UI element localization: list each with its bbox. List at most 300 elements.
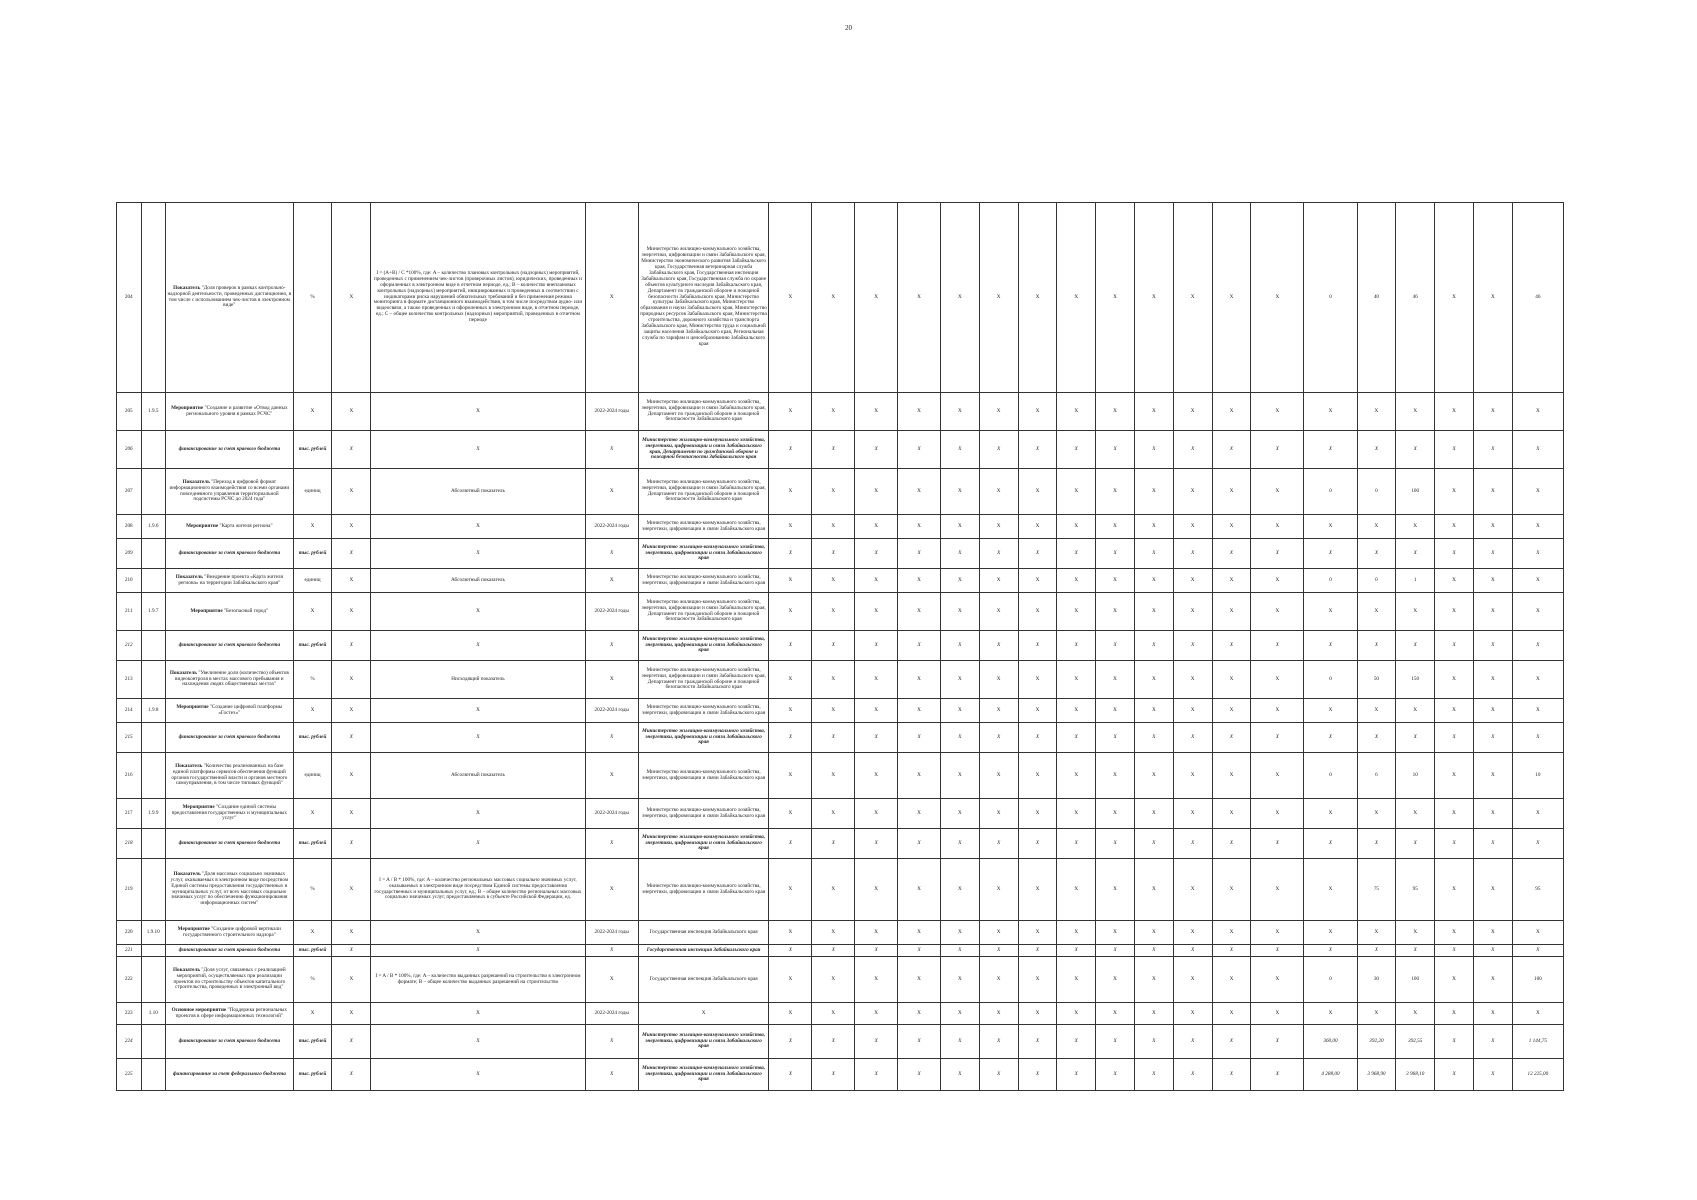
value-cell: 3 968,90 bbox=[1357, 1059, 1396, 1091]
unit-cell: X bbox=[293, 1003, 332, 1025]
row-kind-label: Показатель bbox=[175, 573, 203, 580]
value-cell: X bbox=[1357, 723, 1396, 753]
row-kind-label: финансирование за счет федерального бюджета bbox=[172, 1070, 286, 1077]
value-cell: X bbox=[1096, 539, 1135, 569]
value-cell: X bbox=[1096, 799, 1135, 829]
responsible-cell: Министерство жилищно-коммунального хозяйства, энергетики, цифровизации и связи Забайкальского края, Министерство экономического развития Забайкальского края, Государственная ветеринарная служба Забайкальского края, Государственная инспекция Забайкальского края, Государственная служба по охране объектов культурного наследия Забайкальского края, Департамент по гражданской обороне и пожарной безопасности Забайкальского края, Министерство культуры Забайкальского края, Министерство образования и науки Забайкальского края, Министерство природных ресурсов Забайкальского края, Министерство строительства, дорожного хозяйства и транспорта Забайкальского края, Министерство труда и социальной защиты населения Забайкальского края, Региональная служба по тарифам и ценообразованию Забайкальского края bbox=[638, 203, 769, 393]
value-cell: X bbox=[1473, 799, 1512, 829]
value-cell: X bbox=[1173, 753, 1212, 799]
value-cell: 0 bbox=[1304, 957, 1357, 1003]
value-cell: 360,00 bbox=[1304, 1025, 1357, 1059]
value-cell: 46 bbox=[1396, 203, 1435, 393]
value-cell: X bbox=[1173, 829, 1212, 859]
unit-cell: тыс. рублей bbox=[293, 723, 332, 753]
value-cell: X bbox=[1096, 515, 1135, 539]
table-row bbox=[117, 921, 1564, 945]
row-name-cell bbox=[166, 539, 294, 569]
value-cell: X bbox=[940, 799, 979, 829]
value-cell: X bbox=[898, 753, 941, 799]
value-cell: X bbox=[1096, 957, 1135, 1003]
value-cell: X bbox=[1212, 957, 1251, 1003]
value-cell: X bbox=[1512, 699, 1563, 723]
value-cell: X bbox=[1096, 1003, 1135, 1025]
value-cell: X bbox=[979, 1003, 1018, 1025]
value-cell: X bbox=[1512, 539, 1563, 569]
value-cell: 392,20 bbox=[1357, 1025, 1396, 1059]
row-name-cell bbox=[166, 203, 294, 393]
period-cell: 2022-2024 годы bbox=[585, 699, 638, 723]
value-cell: X bbox=[812, 1059, 855, 1091]
value-cell: X bbox=[1435, 569, 1474, 593]
value-cell: X bbox=[1435, 1003, 1474, 1025]
value-cell: X bbox=[1357, 829, 1396, 859]
value-cell: X bbox=[769, 631, 812, 661]
value-cell: X bbox=[1096, 921, 1135, 945]
row-name-text: "Увеличение доли (количество) объектов видеоконтроля в местах массового пребывания и нахождения людях общественных местах" bbox=[175, 669, 289, 688]
value-cell: 40 bbox=[1357, 203, 1396, 393]
value-cell: X bbox=[979, 569, 1018, 593]
value-cell: X bbox=[769, 921, 812, 945]
method-cell: X bbox=[371, 593, 585, 631]
method-cell: X bbox=[371, 699, 585, 723]
value-cell: X bbox=[1096, 859, 1135, 921]
value-cell: X bbox=[1057, 539, 1096, 569]
value-cell: X bbox=[1357, 515, 1396, 539]
value-cell: X bbox=[1173, 799, 1212, 829]
row-code-cell: 1.9.5 bbox=[141, 393, 166, 431]
value-cell: X bbox=[855, 799, 898, 829]
row-kind-label: Показатель bbox=[173, 870, 201, 877]
method-cell: X bbox=[371, 539, 585, 569]
value-cell: X bbox=[1512, 515, 1563, 539]
page-number: 20 bbox=[845, 24, 852, 32]
value-cell: X bbox=[940, 1003, 979, 1025]
value-cell: X bbox=[1251, 799, 1304, 829]
value-cell: X bbox=[1512, 393, 1563, 431]
value-cell: 95 bbox=[1396, 859, 1435, 921]
value-cell: X bbox=[1212, 539, 1251, 569]
value-cell: X bbox=[1473, 1003, 1512, 1025]
value-cell: X bbox=[898, 393, 941, 431]
table-row bbox=[117, 593, 1564, 631]
unit-cell: тыс. рублей bbox=[293, 945, 332, 957]
period-cell: X bbox=[585, 945, 638, 957]
unit-cell: единиц bbox=[293, 753, 332, 799]
value-cell: X bbox=[898, 921, 941, 945]
value-cell: X bbox=[1251, 699, 1304, 723]
row-name-cell bbox=[166, 393, 294, 431]
value-cell: X bbox=[940, 469, 979, 515]
value-cell: X bbox=[940, 593, 979, 631]
value-cell: X bbox=[1096, 661, 1135, 699]
value-cell: X bbox=[1212, 1003, 1251, 1025]
row-name-cell bbox=[166, 859, 294, 921]
row-number-cell: 211 bbox=[117, 593, 142, 631]
unit-cell: единиц bbox=[293, 569, 332, 593]
responsible-cell: Министерство жилищно-коммунального хозяйства, энергетики, цифровизации и связи Забайкальского края, Департамент по гражданской обороне и пожарной безопасности Забайкальского края bbox=[638, 393, 769, 431]
value-cell: X bbox=[855, 469, 898, 515]
row-kind-label: финансирование за счет краевого бюджета bbox=[178, 549, 281, 556]
row-kind-label: финансирование за счет краевого бюджета bbox=[178, 946, 281, 953]
row-kind-label: финансирование за счет краевого бюджета bbox=[178, 839, 281, 846]
value-cell: X bbox=[979, 921, 1018, 945]
value-cell: X bbox=[1018, 859, 1057, 921]
row-name-text: "Внедрение проекта «Карта жителя региона» на территории Забайкальского края" bbox=[178, 573, 283, 586]
row-name-cell bbox=[166, 631, 294, 661]
responsible-cell: Министерство жилищно-коммунального хозяйства, энергетики, цифровизации и связи Забайкальского края bbox=[638, 799, 769, 829]
value-cell: 30 bbox=[1357, 957, 1396, 1003]
value-cell: X bbox=[940, 921, 979, 945]
value-cell: X bbox=[979, 1059, 1018, 1091]
row-name-cell bbox=[166, 921, 294, 945]
value-cell: X bbox=[898, 699, 941, 723]
row-kind-label: Показатель bbox=[175, 762, 203, 769]
row-number-cell: 215 bbox=[117, 723, 142, 753]
value-cell: X bbox=[1396, 539, 1435, 569]
row-kind-label: Мероприятие bbox=[171, 404, 204, 411]
value-cell: X bbox=[1435, 593, 1474, 631]
row-number-cell: 220 bbox=[117, 921, 142, 945]
row-name-text: "Карта жителя региона" bbox=[219, 522, 273, 529]
base-cell: X bbox=[332, 921, 371, 945]
value-cell: X bbox=[812, 569, 855, 593]
value-cell: X bbox=[1018, 723, 1057, 753]
table-row bbox=[117, 799, 1564, 829]
value-cell: X bbox=[940, 539, 979, 569]
row-number-cell: 217 bbox=[117, 799, 142, 829]
row-name-cell bbox=[166, 945, 294, 957]
value-cell: X bbox=[1134, 859, 1173, 921]
value-cell: X bbox=[898, 1003, 941, 1025]
value-cell: X bbox=[855, 829, 898, 859]
value-cell: X bbox=[940, 1025, 979, 1059]
row-kind-label: финансирование за счет краевого бюджета bbox=[178, 733, 281, 740]
base-cell: X bbox=[332, 593, 371, 631]
value-cell: X bbox=[1173, 539, 1212, 569]
row-name-text: "Переход в цифровой формат информационного взаимодействия со всеми органами повседневного управления территориальной подсистемы РСЧС до 2024 года" bbox=[169, 478, 290, 503]
value-cell: X bbox=[812, 753, 855, 799]
value-cell: X bbox=[898, 723, 941, 753]
method-cell: Абсолютный показатель bbox=[371, 569, 585, 593]
value-cell: X bbox=[1512, 921, 1563, 945]
value-cell: X bbox=[1251, 723, 1304, 753]
value-cell: X bbox=[1251, 469, 1304, 515]
value-cell: X bbox=[769, 859, 812, 921]
value-cell: X bbox=[1304, 1003, 1357, 1025]
base-cell: X bbox=[332, 631, 371, 661]
value-cell: X bbox=[979, 723, 1018, 753]
value-cell: X bbox=[1057, 431, 1096, 469]
responsible-cell: Министерство жилищно-коммунального хозяйства, энергетики, цифровизации и связи Забайкальского края bbox=[638, 569, 769, 593]
value-cell: X bbox=[1357, 921, 1396, 945]
method-cell: X bbox=[371, 829, 585, 859]
value-cell: X bbox=[855, 631, 898, 661]
value-cell: X bbox=[1134, 539, 1173, 569]
base-cell: X bbox=[332, 515, 371, 539]
value-cell: X bbox=[769, 569, 812, 593]
value-cell: X bbox=[1018, 593, 1057, 631]
value-cell: X bbox=[1173, 431, 1212, 469]
row-name-cell bbox=[166, 515, 294, 539]
value-cell: X bbox=[1057, 753, 1096, 799]
value-cell: X bbox=[812, 515, 855, 539]
base-cell: X bbox=[332, 957, 371, 1003]
value-cell: X bbox=[1435, 1059, 1474, 1091]
value-cell: 1 bbox=[1396, 569, 1435, 593]
value-cell: X bbox=[1057, 829, 1096, 859]
value-cell: X bbox=[855, 859, 898, 921]
row-code-cell: 1.9.9 bbox=[141, 799, 166, 829]
value-cell: X bbox=[979, 699, 1018, 723]
value-cell: X bbox=[1473, 593, 1512, 631]
method-cell: X bbox=[371, 799, 585, 829]
value-cell: X bbox=[1473, 569, 1512, 593]
value-cell: X bbox=[1096, 1059, 1135, 1091]
value-cell: X bbox=[1057, 469, 1096, 515]
row-number-cell: 205 bbox=[117, 393, 142, 431]
value-cell: X bbox=[1096, 469, 1135, 515]
value-cell: X bbox=[1212, 859, 1251, 921]
value-cell: X bbox=[940, 569, 979, 593]
row-kind-label: Мероприятие bbox=[182, 803, 215, 810]
value-cell: X bbox=[940, 431, 979, 469]
value-cell: 100 bbox=[1512, 957, 1563, 1003]
value-cell: 150 bbox=[1396, 661, 1435, 699]
value-cell: X bbox=[1473, 829, 1512, 859]
value-cell: X bbox=[855, 921, 898, 945]
responsible-cell: X bbox=[638, 1003, 769, 1025]
value-cell: X bbox=[940, 631, 979, 661]
period-cell: X bbox=[585, 469, 638, 515]
row-number-cell: 212 bbox=[117, 631, 142, 661]
value-cell: X bbox=[1057, 569, 1096, 593]
value-cell: X bbox=[940, 829, 979, 859]
method-cell: X bbox=[371, 515, 585, 539]
value-cell: X bbox=[1512, 723, 1563, 753]
value-cell: X bbox=[812, 723, 855, 753]
value-cell: X bbox=[1512, 431, 1563, 469]
table-row bbox=[117, 661, 1564, 699]
table-row bbox=[117, 859, 1564, 921]
base-cell: X bbox=[332, 393, 371, 431]
row-code-cell bbox=[141, 1059, 166, 1091]
value-cell: X bbox=[1134, 723, 1173, 753]
value-cell: X bbox=[1473, 661, 1512, 699]
row-kind-label: Мероприятие bbox=[176, 703, 209, 710]
value-cell: X bbox=[1357, 431, 1396, 469]
value-cell: X bbox=[1212, 799, 1251, 829]
value-cell: X bbox=[855, 957, 898, 1003]
base-cell: X bbox=[332, 1059, 371, 1091]
value-cell: X bbox=[1473, 1025, 1512, 1059]
value-cell: X bbox=[1396, 799, 1435, 829]
value-cell: X bbox=[1057, 1059, 1096, 1091]
unit-cell: X bbox=[293, 515, 332, 539]
base-cell: X bbox=[332, 945, 371, 957]
value-cell: X bbox=[1435, 539, 1474, 569]
value-cell: X bbox=[1134, 921, 1173, 945]
responsible-cell: Министерство жилищно-коммунального хозяйства, энергетики, цифровизации и связи Забайкальского края bbox=[638, 631, 769, 661]
responsible-cell: Министерство жилищно-коммунального хозяйства, энергетики, цифровизации и связи Забайкальского края bbox=[638, 699, 769, 723]
value-cell: X bbox=[812, 661, 855, 699]
value-cell: 4 288,00 bbox=[1304, 1059, 1357, 1091]
value-cell: X bbox=[1018, 753, 1057, 799]
value-cell: X bbox=[812, 829, 855, 859]
period-cell: X bbox=[585, 753, 638, 799]
value-cell: X bbox=[1057, 1003, 1096, 1025]
value-cell: X bbox=[855, 945, 898, 957]
value-cell: X bbox=[1251, 921, 1304, 945]
value-cell: X bbox=[1435, 431, 1474, 469]
base-cell: X bbox=[332, 661, 371, 699]
value-cell: X bbox=[855, 593, 898, 631]
method-cell: X bbox=[371, 723, 585, 753]
value-cell: X bbox=[940, 753, 979, 799]
value-cell: X bbox=[1396, 699, 1435, 723]
value-cell: X bbox=[1435, 631, 1474, 661]
value-cell: X bbox=[1096, 631, 1135, 661]
row-name-text: "Доля проверок в рамках контрольно-надзорной деятельности, проведенных дистанционно, в том числе с использованием чек-листов в электронном виде" bbox=[167, 284, 292, 309]
value-cell: X bbox=[940, 393, 979, 431]
value-cell: X bbox=[1396, 945, 1435, 957]
value-cell: X bbox=[1134, 469, 1173, 515]
method-cell: I = A / B * 100%, где: A – количество региональных массовых социально значимых услуг, оказываемых в электронном виде посредством Единой системы предоставления государственных и муниципальных услуг, ед.; B – общее количество региональных массовых социально значимых услуг, предоставляемых в субъекте Российской Федерации, ед. bbox=[371, 859, 585, 921]
value-cell: X bbox=[1096, 829, 1135, 859]
value-cell: X bbox=[979, 539, 1018, 569]
value-cell: X bbox=[1435, 469, 1474, 515]
value-cell: X bbox=[1251, 1025, 1304, 1059]
value-cell: 0 bbox=[1357, 569, 1396, 593]
value-cell: X bbox=[1173, 593, 1212, 631]
unit-cell: % bbox=[293, 859, 332, 921]
value-cell: X bbox=[1473, 393, 1512, 431]
value-cell: X bbox=[1134, 829, 1173, 859]
value-cell: X bbox=[1357, 593, 1396, 631]
period-cell: X bbox=[585, 1025, 638, 1059]
responsible-cell: Министерство жилищно-коммунального хозяйства, энергетики, цифровизации и связи Забайкальского края, Департамент по гражданской обороне и пожарной безопасности Забайкальского края bbox=[638, 661, 769, 699]
base-cell: X bbox=[332, 723, 371, 753]
value-cell: X bbox=[979, 1025, 1018, 1059]
value-cell: X bbox=[898, 469, 941, 515]
value-cell: X bbox=[1173, 661, 1212, 699]
row-name-cell bbox=[166, 593, 294, 631]
value-cell: X bbox=[1512, 1003, 1563, 1025]
value-cell: X bbox=[898, 661, 941, 699]
row-name-cell bbox=[166, 799, 294, 829]
value-cell: X bbox=[940, 859, 979, 921]
value-cell: X bbox=[1435, 799, 1474, 829]
value-cell: X bbox=[1304, 515, 1357, 539]
row-kind-label: финансирование за счет краевого бюджета bbox=[178, 445, 281, 452]
value-cell: X bbox=[769, 799, 812, 829]
value-cell: X bbox=[1473, 945, 1512, 957]
value-cell: X bbox=[1096, 753, 1135, 799]
row-code-cell: 1.9.10 bbox=[141, 921, 166, 945]
value-cell: X bbox=[1396, 829, 1435, 859]
value-cell: X bbox=[1251, 515, 1304, 539]
value-cell: X bbox=[1018, 631, 1057, 661]
value-cell: X bbox=[1212, 829, 1251, 859]
value-cell: X bbox=[769, 393, 812, 431]
row-kind-label: Мероприятие bbox=[177, 925, 210, 932]
table-row bbox=[117, 1025, 1564, 1059]
value-cell: X bbox=[1096, 699, 1135, 723]
row-code-cell bbox=[141, 569, 166, 593]
period-cell: X bbox=[585, 723, 638, 753]
value-cell: X bbox=[1396, 515, 1435, 539]
unit-cell: X bbox=[293, 699, 332, 723]
value-cell: X bbox=[1512, 661, 1563, 699]
value-cell: X bbox=[1134, 1025, 1173, 1059]
value-cell: X bbox=[1134, 957, 1173, 1003]
table-row bbox=[117, 1059, 1564, 1091]
value-cell: X bbox=[1057, 515, 1096, 539]
value-cell: X bbox=[1173, 921, 1212, 945]
value-cell: X bbox=[1173, 1003, 1212, 1025]
value-cell: X bbox=[979, 631, 1018, 661]
value-cell: X bbox=[1512, 593, 1563, 631]
value-cell: X bbox=[1173, 859, 1212, 921]
value-cell: X bbox=[1018, 469, 1057, 515]
value-cell: X bbox=[1134, 631, 1173, 661]
value-cell: X bbox=[979, 431, 1018, 469]
value-cell: X bbox=[1251, 753, 1304, 799]
value-cell: X bbox=[1396, 431, 1435, 469]
period-cell: X bbox=[585, 957, 638, 1003]
value-cell: X bbox=[1134, 203, 1173, 393]
value-cell: X bbox=[1134, 569, 1173, 593]
unit-cell: единиц bbox=[293, 469, 332, 515]
method-cell: X bbox=[371, 1059, 585, 1091]
value-cell: X bbox=[979, 593, 1018, 631]
value-cell: X bbox=[769, 661, 812, 699]
value-cell: X bbox=[1251, 859, 1304, 921]
value-cell: X bbox=[1018, 515, 1057, 539]
value-cell: X bbox=[769, 515, 812, 539]
base-cell: X bbox=[332, 859, 371, 921]
row-name-cell bbox=[166, 1025, 294, 1059]
table-row bbox=[117, 569, 1564, 593]
row-code-cell bbox=[141, 631, 166, 661]
value-cell: X bbox=[1435, 699, 1474, 723]
unit-cell: % bbox=[293, 957, 332, 1003]
value-cell: X bbox=[1512, 631, 1563, 661]
value-cell: X bbox=[1212, 593, 1251, 631]
value-cell: X bbox=[1134, 1003, 1173, 1025]
base-cell: X bbox=[332, 829, 371, 859]
value-cell: X bbox=[812, 631, 855, 661]
value-cell: X bbox=[1018, 945, 1057, 957]
row-kind-label: финансирование за счет краевого бюджета bbox=[178, 1037, 281, 1044]
value-cell: X bbox=[1134, 945, 1173, 957]
value-cell: X bbox=[812, 921, 855, 945]
value-cell: X bbox=[1096, 203, 1135, 393]
row-code-cell bbox=[141, 469, 166, 515]
row-number-cell: 223 bbox=[117, 1003, 142, 1025]
value-cell: X bbox=[1096, 593, 1135, 631]
row-number-cell: 221 bbox=[117, 945, 142, 957]
value-cell: X bbox=[1018, 699, 1057, 723]
row-name-text: "Доля массовых социально значимых услуг, оказываемых в электронном виде посредством Единой системы предоставления государственных и муниципальных услуг, от всех массовых социально значимых услуг по обеспечению функционирования информационных систем" bbox=[170, 870, 289, 907]
value-cell: X bbox=[1018, 203, 1057, 393]
value-cell: X bbox=[1173, 1025, 1212, 1059]
value-cell: X bbox=[812, 393, 855, 431]
unit-cell: тыс. рублей bbox=[293, 431, 332, 469]
value-cell: X bbox=[1304, 723, 1357, 753]
period-cell: X bbox=[585, 203, 638, 393]
value-cell: X bbox=[1435, 859, 1474, 921]
row-name-text: "Создание цифровой платформы «Гостех»" bbox=[209, 703, 283, 716]
